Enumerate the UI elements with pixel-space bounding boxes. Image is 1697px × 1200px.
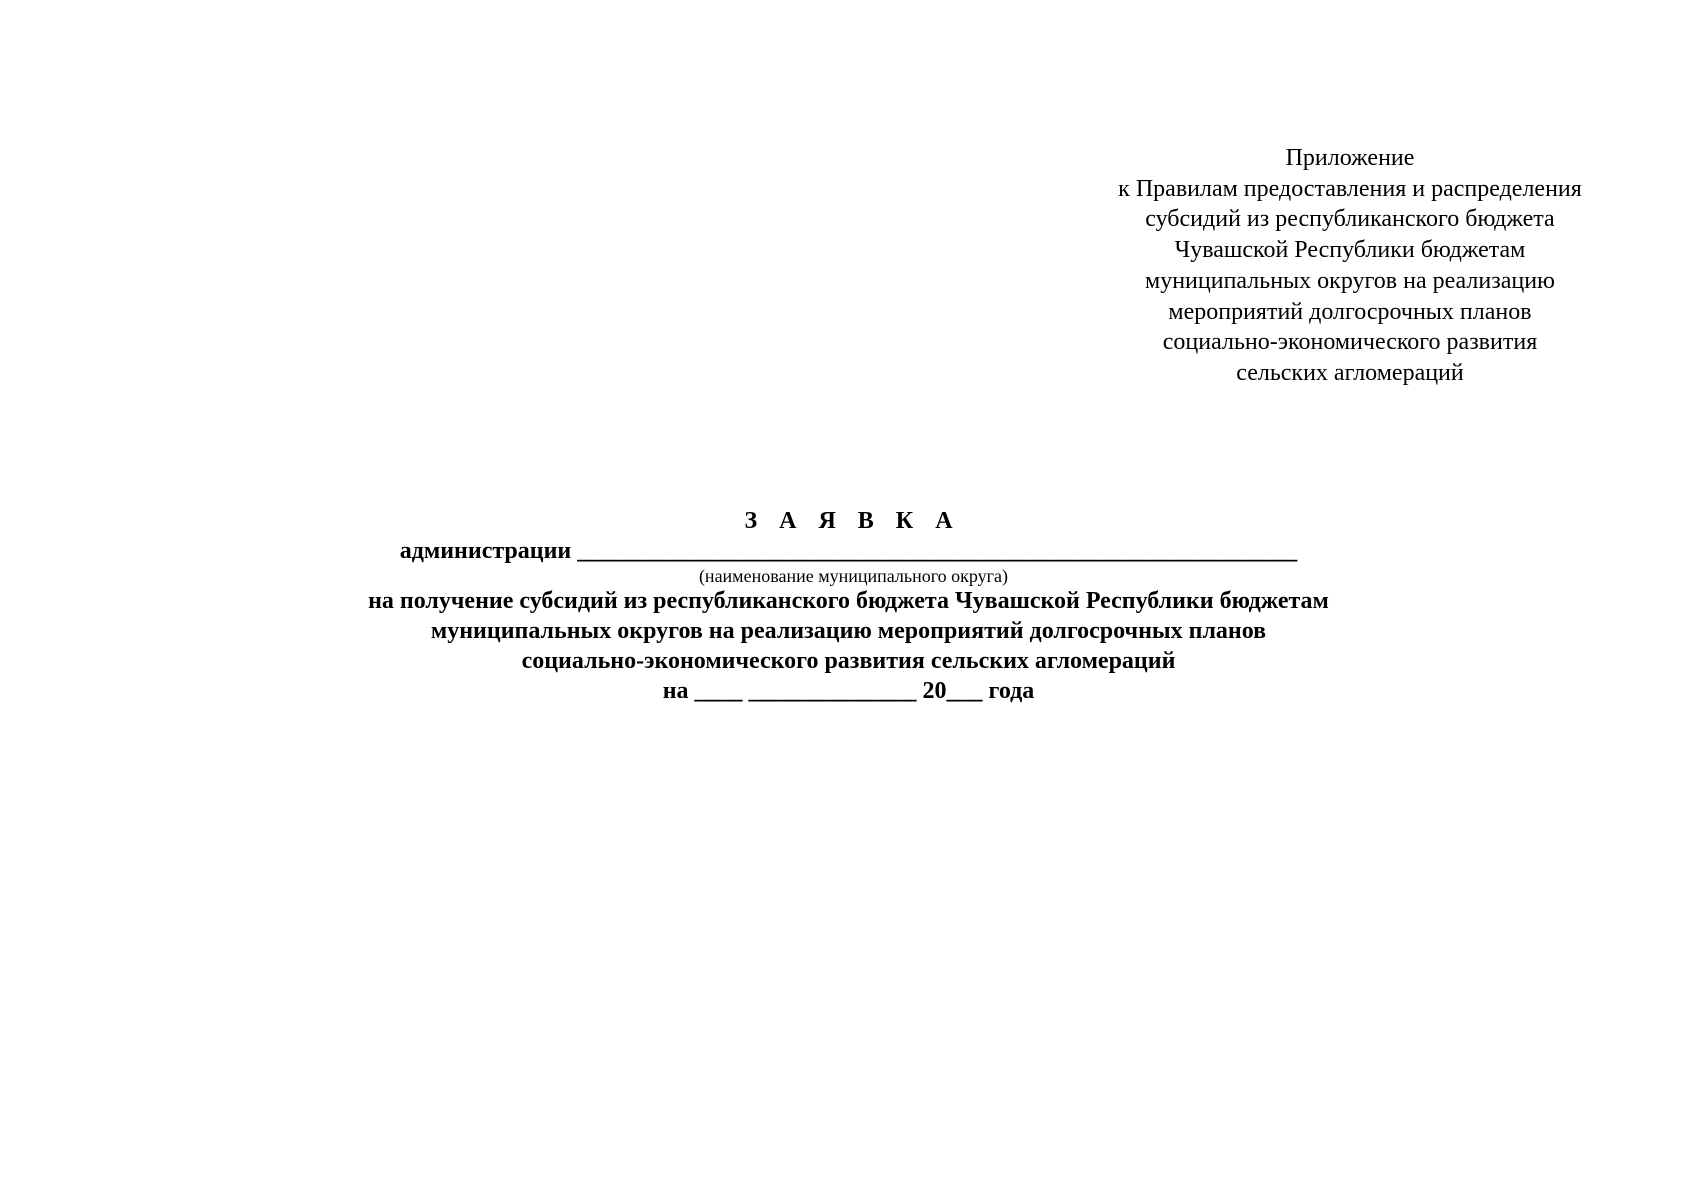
date-line: на ____ ______________ 20___ года: [662, 678, 1035, 704]
appendix-line: Приложение: [1285, 145, 1415, 171]
application-subject-line: на получение субсидий из республиканского бюджета Чувашской Республики бюджетам: [368, 588, 1329, 614]
appendix-line: сельских агломераций: [1236, 359, 1464, 386]
appendix-line: субсидий из республиканского бюджета: [1145, 206, 1555, 233]
application-subject-line: социально-экономического развития сельских агломераций: [521, 648, 1176, 674]
appendix-header: [1050, 143, 1650, 389]
appendix-line: к Правилам предоставления и распределения: [1118, 175, 1582, 202]
appendix-line: муниципальных округов на реализацию: [1145, 267, 1555, 294]
appendix-line: мероприятий долгосрочных планов: [1168, 298, 1532, 325]
appendix-line: социально-экономического развития: [1162, 329, 1538, 356]
application-subject-line: муниципальных округов на реализацию мероприятий долгосрочных планов: [430, 618, 1267, 644]
municipal-name-caption: (наименование муниципального округа): [698, 566, 1009, 586]
application-block: [0, 506, 1697, 706]
document-title: З А Я В К А: [744, 508, 961, 534]
administration-line: администрации ____________________________________________________________: [399, 538, 1298, 564]
appendix-line: Чувашской Республики бюджетам: [1174, 237, 1526, 264]
